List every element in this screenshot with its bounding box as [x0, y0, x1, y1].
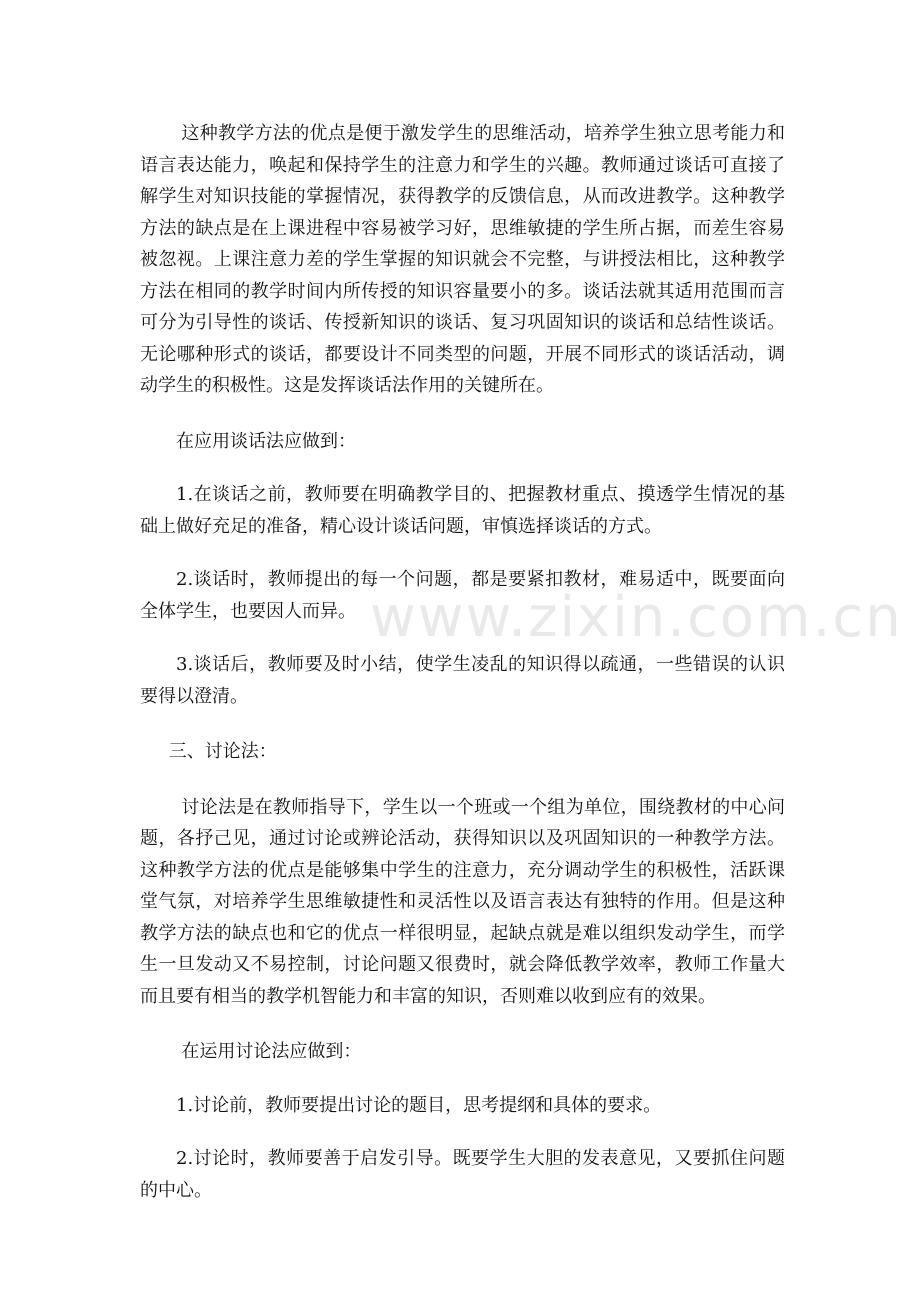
paragraph-dialogue-pros-cons: 这种教学方法的优点是便于激发学生的思维活动，培养学生独立思考能力和语言表达能力，唤起和保持学生的注意力和学生的兴趣。教师通过谈话可直接了解学生对知识技能的掌握情况，获得教学的反馈信息，从而改进教学。这种教学方法的缺点是在上课进程中容易被学习好，思维敏捷的学生所占据，而差生容易被忽视。上课注意力差的学生掌握的知识就会不完整，与讲授法相比，这种教学方法在相同的教学时间内所传授的知识容量要小的多。谈话法就其适用范围而言可分为引导性的谈话、传授新知识的谈话、复习巩固知识的谈话和总结性谈话。无论哪种形式的谈话，都要设计不同类型的问题，开展不同形式的谈话活动，调动学生的积极性。这是发挥谈话法作用的关键所在。 [140, 123, 785, 396]
watermark: www.zixin.com.cn [370, 585, 903, 650]
paragraph-discussion-requirements-heading: 在运用讨论法应做到： [181, 1041, 362, 1062]
list-item-dialogue-before: 1.在谈话之前，教师要在明确教学目的、把握教材重点、摸透学生情况的基础上做好充足的准备，精心设计谈话问题，审慎选择谈话的方式。 [140, 484, 785, 537]
document-body [140, 118, 785, 1206]
list-item-dialogue-during: 2.谈话时，教师提出的每一个问题，都是要紧扣教材，难易适中，既要面向全体学生，也要因人而异。 [140, 569, 785, 622]
list-item-discussion-during: 2.讨论时，教师要善于启发引导。既要学生大胆的发表意见，又要抓住问题的中心。 [140, 1148, 785, 1201]
list-item-dialogue-after: 3.谈话后，教师要及时小结，使学生凌乱的知识得以疏通，一些错误的认识要得以澄清。 [140, 654, 785, 707]
paragraph-discussion-pros-cons: 讨论法是在教师指导下，学生以一个班或一个组为单位，围绕教材的中心问题，各抒己见，通过讨论或辨论活动，获得知识以及巩固知识的一种教学方法。这种教学方法的优点是能够集中学生的注意力，充分调动学生的积极性，活跃课堂气氛，对培养学生思维敏捷性和灵活性以及语言表达有独特的作用。但是这种教学方法的缺点也和它的优点一样很明显，起缺点就是难以组织发动学生，而学生一旦发动又不易控制，讨论问题又很费时，就会降低教学效率，教师工作量大而且要有相当的教学机智能力和丰富的知识，否则难以收到应有的效果。 [140, 796, 785, 1007]
list-item-discussion-before: 1.讨论前，教师要提出讨论的题目，思考提纲和具体的要求。 [176, 1094, 662, 1116]
paragraph-dialogue-requirements-heading: 在应用谈话法应做到： [176, 430, 356, 452]
section-heading-discussion: 三、讨论法： [168, 741, 277, 762]
